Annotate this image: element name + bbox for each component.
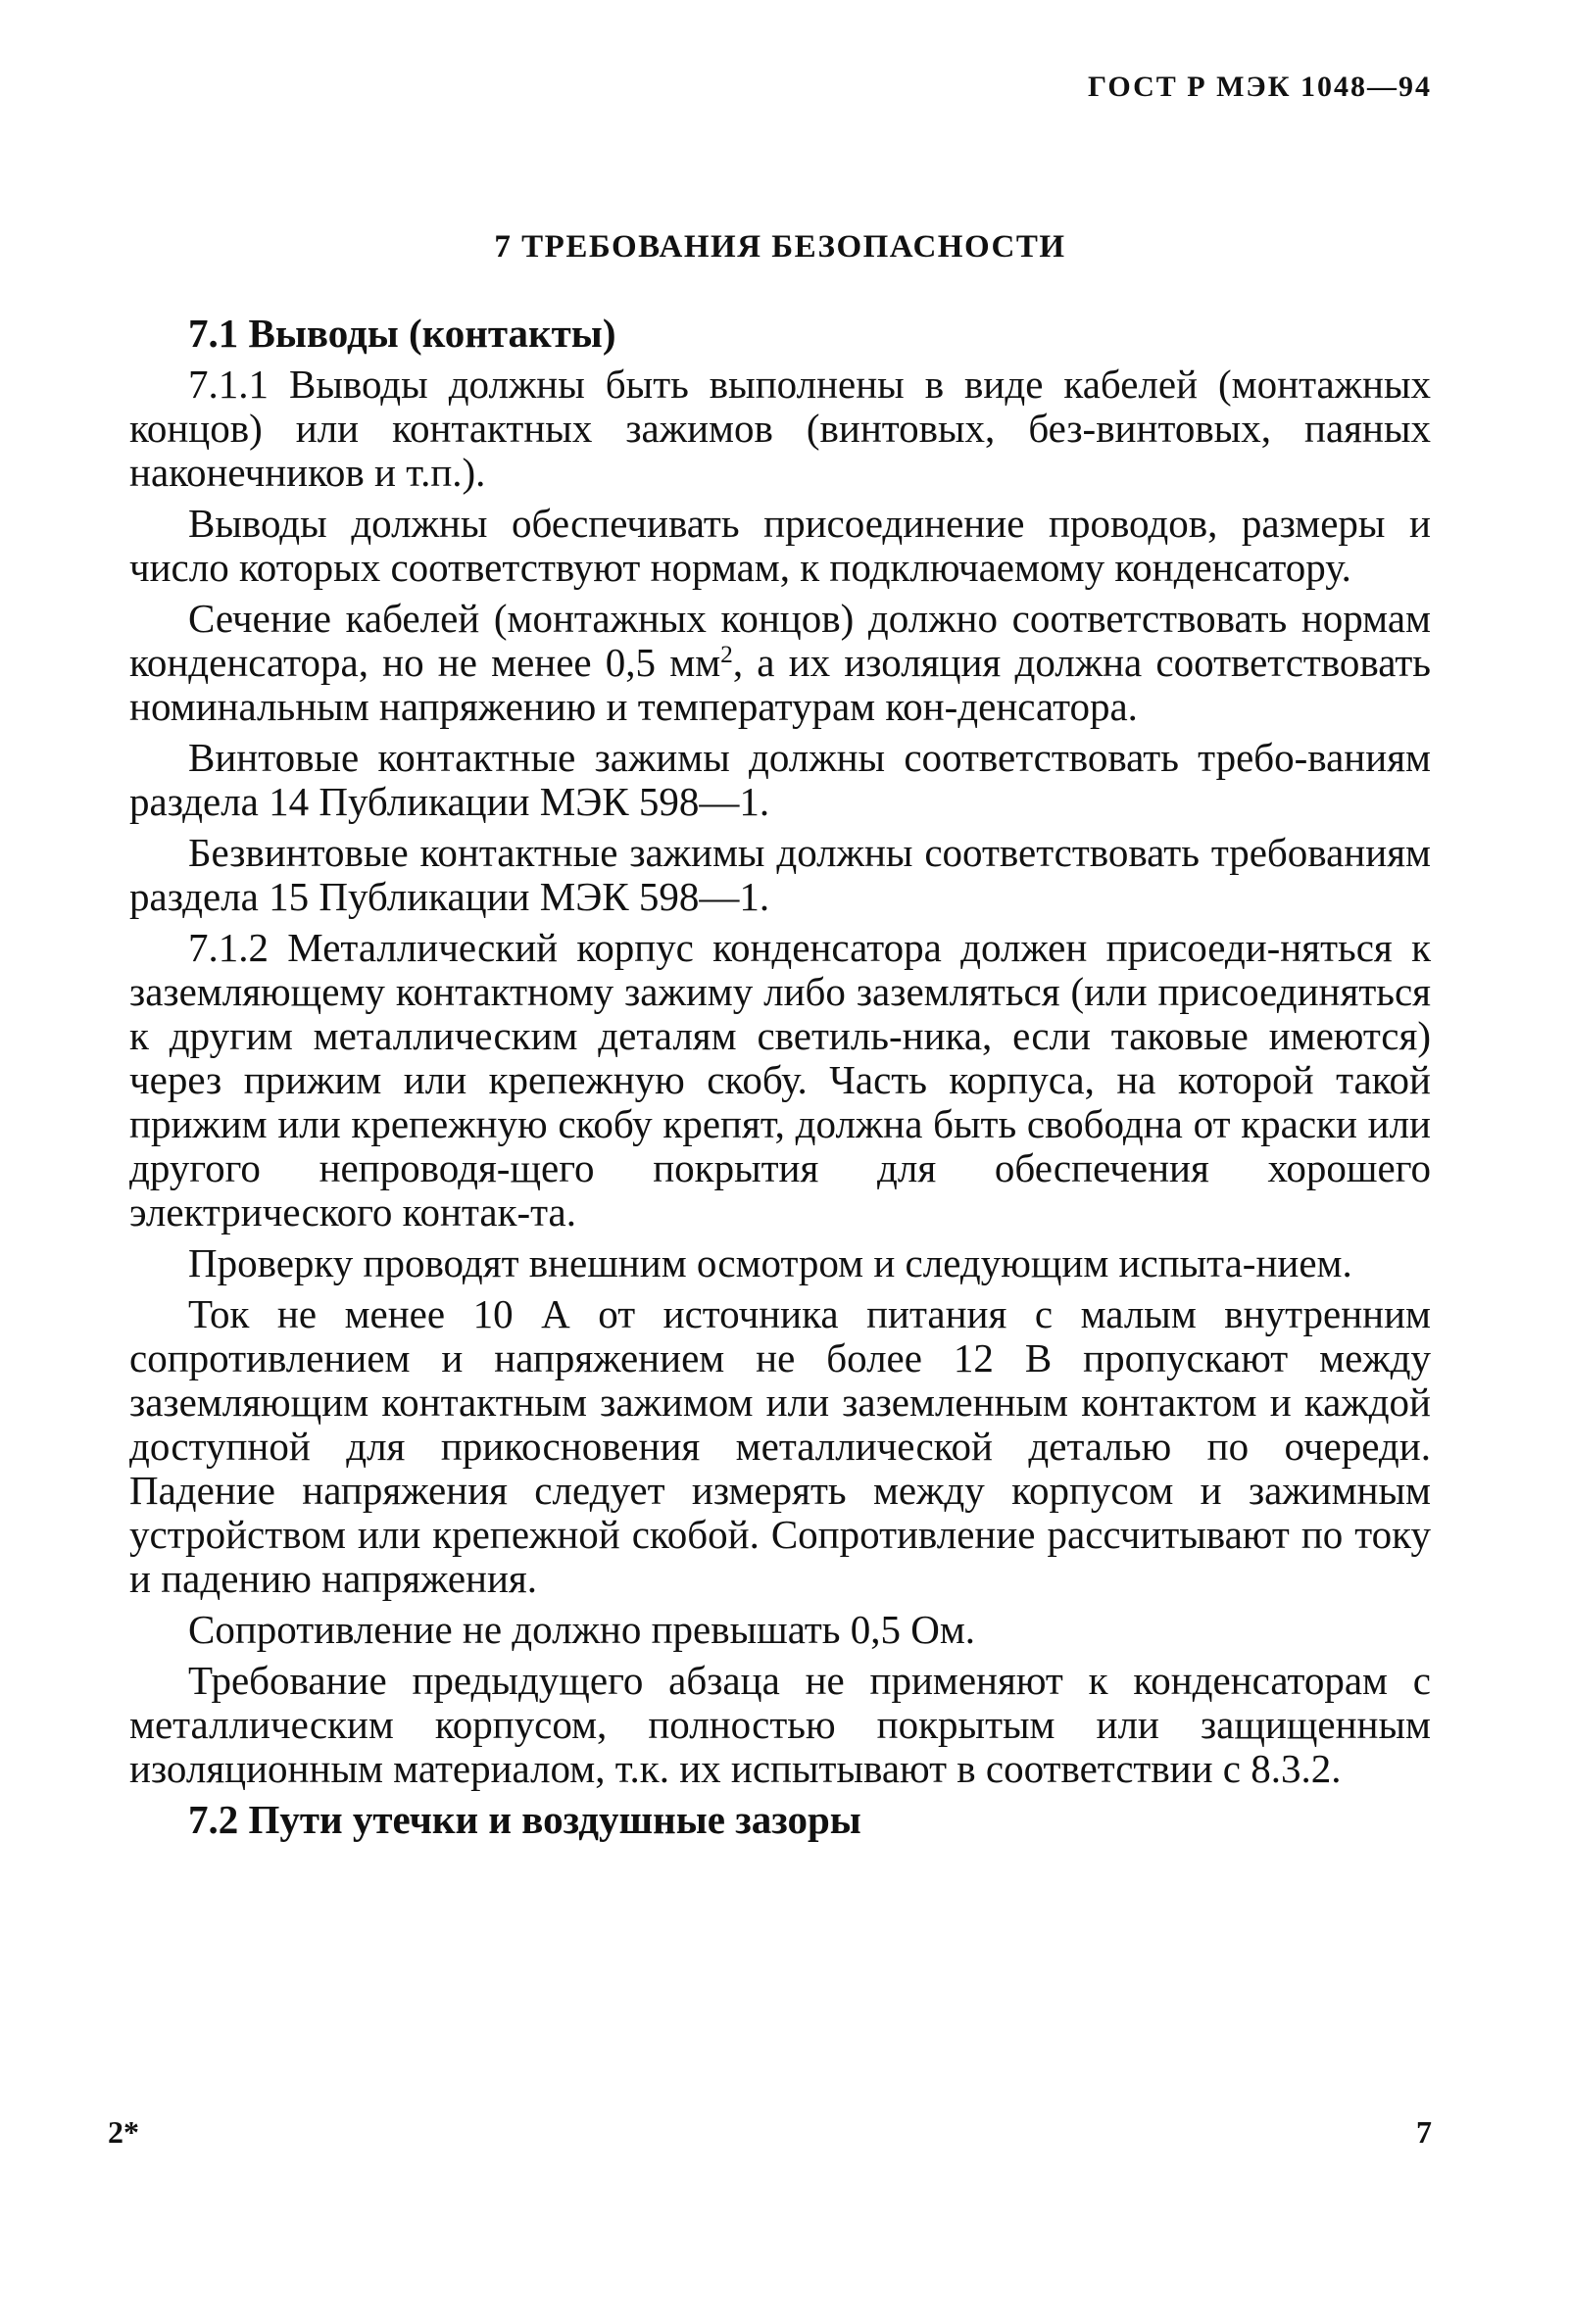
signature-mark: 2* bbox=[108, 2114, 139, 2150]
superscript-two: 2 bbox=[720, 641, 733, 669]
subsection-heading-7-2: 7.2 Пути утечки и воздушные зазоры bbox=[188, 1797, 861, 1842]
subsection-heading-7-1: 7.1 Выводы (контакты) bbox=[188, 311, 616, 356]
clause-7-1-1: 7.1.1 Выводы должны быть выполнены в виде кабелей (монтажных концов) или контактных зажимов (винтовых, без-винтовых, паяных наконечников и т.п.). bbox=[129, 362, 1431, 495]
cable-section-text-b: , а их изоляция должна соответствовать номинальным напряжению и температурам кон-денсатора. bbox=[129, 640, 1431, 729]
paragraph-screwless-terminals: Безвинтовые контактные зажимы должны соответствовать требованиям раздела 15 Публикации МЭК 598—1. bbox=[129, 830, 1431, 919]
cable-section-text-a: Сечение кабелей (монтажных концов) должно соответствовать нормам конденсатора, но не менее 0,5 мм bbox=[129, 596, 1431, 685]
body-text bbox=[129, 312, 1431, 1849]
paragraph-resistance-limit: Сопротивление не должно превышать 0,5 Ом. bbox=[188, 1607, 976, 1652]
paragraph-cable-section bbox=[129, 597, 1431, 729]
paragraph-wire-connection: Выводы должны обеспечивать присоединение проводов, размеры и число которых соответствуют нормам, к подключаемому конденсатору. bbox=[129, 501, 1431, 590]
paragraph-exception: Требование предыдущего абзаца не применяют к конденсаторам с металлическим корпусом, полностью покрытым или защищенным изоляционным материалом, т.к. их испытывают в соответствии с 8.3.2. bbox=[129, 1658, 1431, 1791]
running-header: ГОСТ Р МЭК 1048—94 bbox=[1088, 71, 1432, 103]
page-number: 7 bbox=[1416, 2114, 1432, 2150]
clause-7-1-2: 7.1.2 Металлический корпус конденсатора должен присоеди-няться к заземляющему контактному зажиму либо заземляться (или присоединяться к другим металлическим деталям светиль-ника, если таковые имеются) через прижим или крепежную скобу. Часть корпуса, на которой такой прижим или крепежную скобу крепят, должна быть свободна от краски или другого непроводя-щего покрытия для обеспечения хорошего электрического контак-та. bbox=[129, 925, 1431, 1235]
paragraph-current-test: Ток не менее 10 А от источника питания с малым внутренним сопротивлением и напряжением не более 12 В пропускают между заземляющим контактным зажимом или заземленным контактом и каждой доступной для прикосновения металлической деталью по очереди. Падение напряжения следует измерять между корпусом и зажимным устройством или крепежной скобой. Сопротивление рассчитывают по току и падению напряжения. bbox=[129, 1291, 1431, 1601]
section-title: 7 ТРЕБОВАНИЯ БЕЗОПАСНОСТИ bbox=[494, 229, 1066, 265]
paragraph-inspection: Проверку проводят внешним осмотром и следующим испыта-нием. bbox=[188, 1240, 1352, 1285]
paragraph-screw-terminals: Винтовые контактные зажимы должны соответствовать требо-ваниям раздела 14 Публикации МЭК 598—1. bbox=[129, 735, 1431, 824]
